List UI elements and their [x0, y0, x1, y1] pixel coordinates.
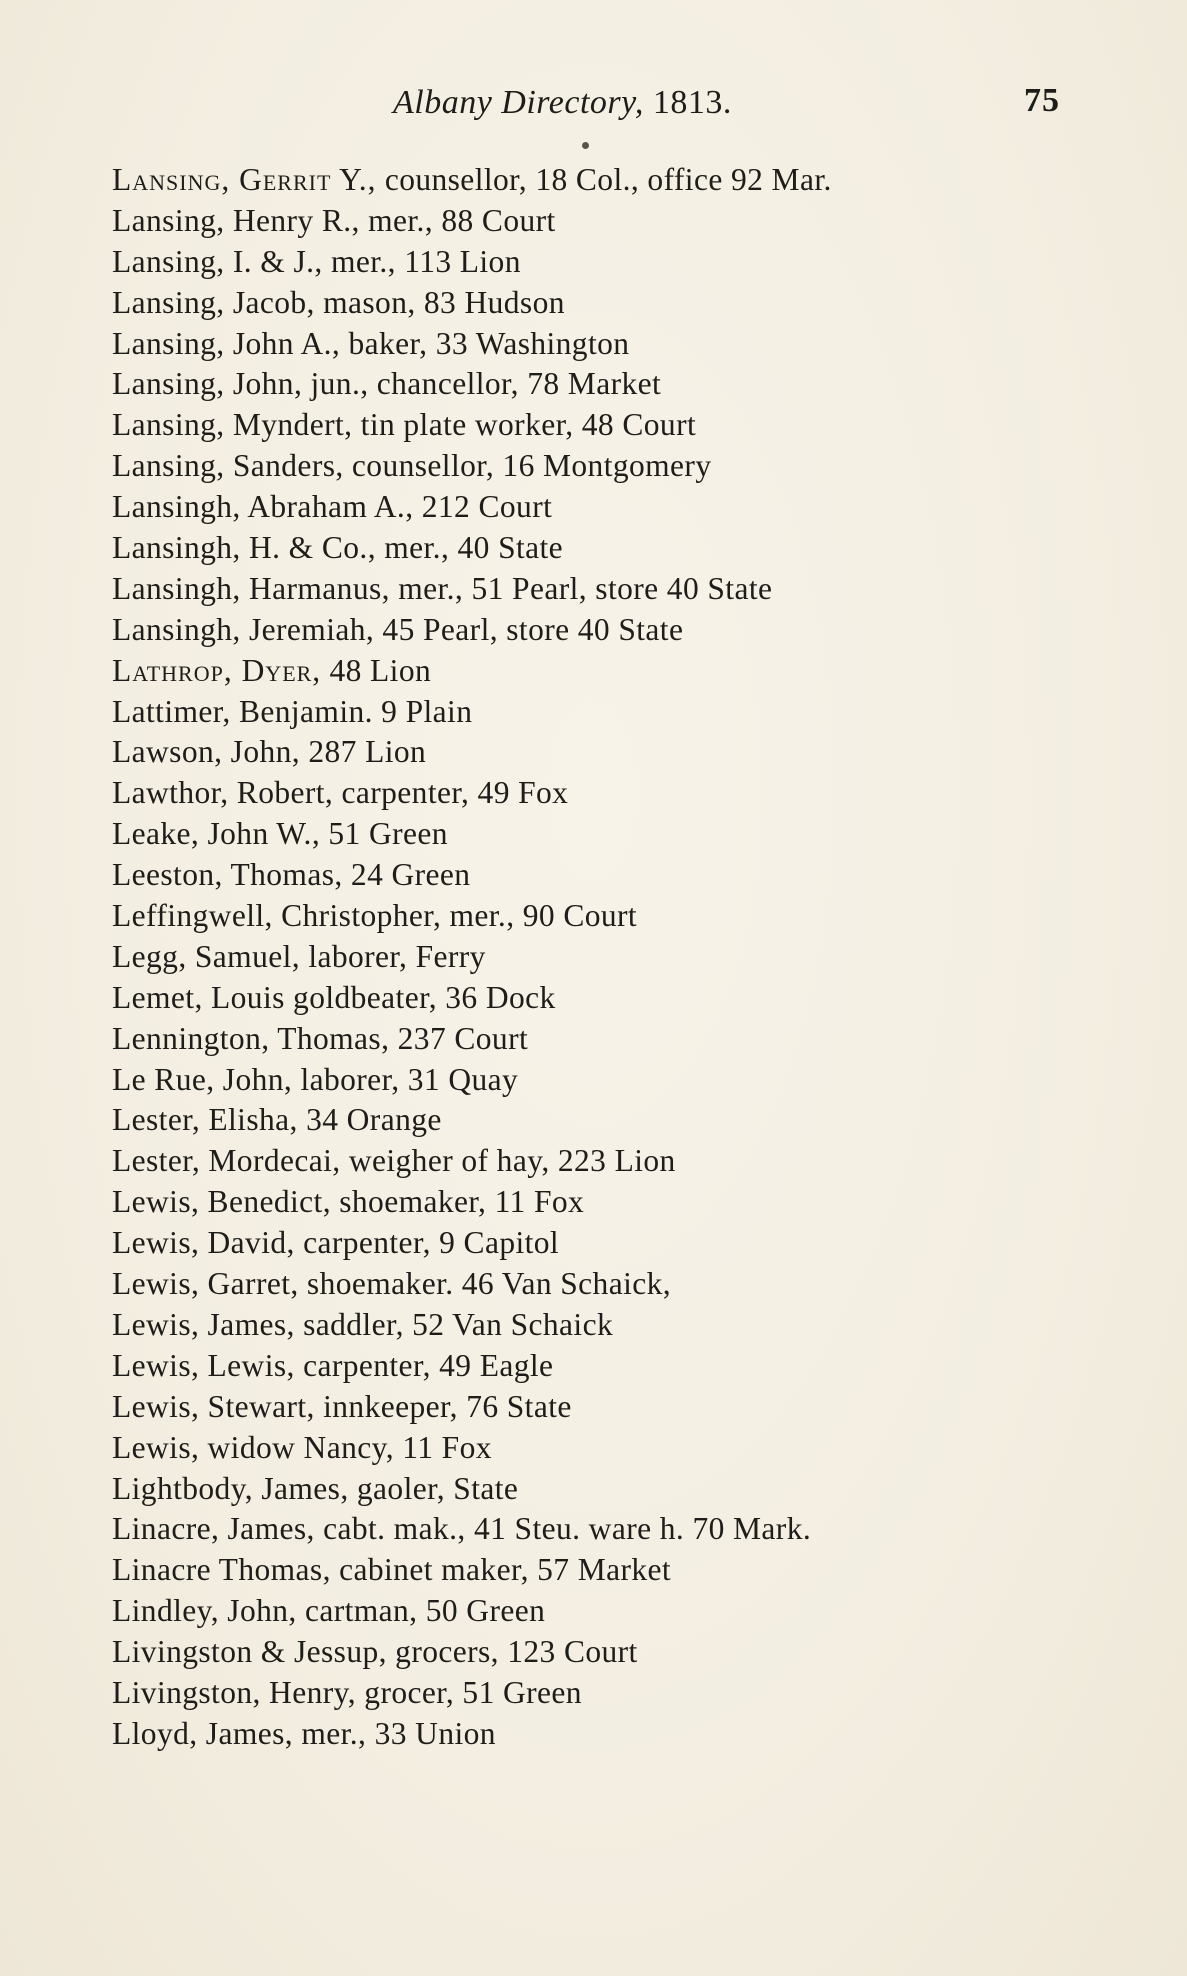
directory-entry	[112, 692, 1112, 733]
directory-entry	[112, 1550, 1112, 1591]
entry-detail: mason, 83 Hudson	[314, 284, 565, 320]
directory-entry	[112, 201, 1112, 242]
entry-name: Lansing, I. & J.,	[112, 243, 323, 279]
entry-name: Lansingh, Harmanus,	[112, 570, 390, 606]
entry-detail: carpenter, 49 Eagle	[294, 1347, 554, 1383]
entry-detail: carpenter, 49 Fox	[333, 775, 569, 811]
entry-name: Leeston, Thomas,	[112, 857, 343, 893]
directory-entry	[112, 1141, 1112, 1182]
entry-name: Leffingwell, Christopher,	[112, 898, 442, 934]
directory-entry	[112, 160, 1112, 201]
entry-detail: grocer, 51 Green	[356, 1674, 582, 1710]
entry-detail: 24 Green	[342, 857, 471, 893]
entry-name: Lewis, Benedict,	[112, 1184, 331, 1220]
entry-name: Lawson, John,	[112, 734, 301, 770]
entry-detail: 287 Lion	[300, 734, 427, 770]
entry-detail: gaoler, State	[348, 1470, 519, 1506]
entry-detail: shoemaker. 46 Van Schaick,	[298, 1266, 672, 1302]
entry-detail: 237 Court	[389, 1020, 529, 1056]
entry-name: Lloyd, James,	[112, 1715, 294, 1751]
entry-name: Lattimer, Benjamin.	[112, 693, 373, 729]
directory-entry	[112, 446, 1112, 487]
directory-entry	[112, 610, 1112, 651]
entry-detail: mer., 40 State	[375, 530, 564, 566]
entry-detail: laborer, 31 Quay	[292, 1061, 519, 1097]
entry-detail: mer., 88 Court	[359, 202, 556, 238]
directory-entry	[112, 1100, 1112, 1141]
directory-entry	[112, 651, 1112, 692]
entry-detail: goldbeater, 36 Dock	[284, 979, 556, 1015]
directory-entry	[112, 814, 1112, 855]
entry-name: Leake, John W.,	[112, 816, 321, 852]
entry-detail: shoemaker, 11 Fox	[330, 1184, 585, 1220]
directory-entry	[112, 732, 1112, 773]
directory-entry	[112, 978, 1112, 1019]
directory-entry	[112, 1223, 1112, 1264]
directory-entry	[112, 364, 1112, 405]
directory-entry	[112, 1469, 1112, 1510]
directory-entry	[112, 1346, 1112, 1387]
entry-name: Lewis, Stewart,	[112, 1388, 315, 1424]
running-title	[393, 84, 732, 122]
entry-name: Legg, Samuel,	[112, 938, 301, 974]
entry-name: Lewis, Garret,	[112, 1266, 299, 1302]
entry-detail: 51 Green	[320, 816, 448, 852]
entry-detail: cabt. mak., 41 Steu. ware h. 70 Mark.	[314, 1511, 812, 1547]
entry-detail: Nancy, 11 Fox	[295, 1429, 492, 1465]
directory-entries	[112, 160, 1112, 1755]
entry-name: Lindley, John,	[112, 1593, 297, 1629]
entry-name: Lansing, Henry R.,	[112, 202, 360, 238]
directory-entry	[112, 1264, 1112, 1305]
entry-name: Lansing, Gerrit Y.,	[112, 162, 377, 197]
entry-detail: saddler, 52 Van Schaick	[294, 1306, 614, 1342]
directory-entry	[112, 1428, 1112, 1469]
directory-entry	[112, 1019, 1112, 1060]
entry-detail: counsellor, 18 Col., office 92 Mar.	[376, 162, 832, 197]
directory-entry	[112, 1591, 1112, 1632]
directory-entry	[112, 324, 1112, 365]
entry-detail: 45 Pearl, store 40 State	[374, 611, 684, 647]
running-title-text: Albany Directory,	[393, 84, 644, 121]
directory-entry	[112, 773, 1112, 814]
entry-detail: laborer, Ferry	[300, 938, 486, 974]
entry-name: Lester, Mordecai,	[112, 1143, 341, 1179]
directory-entry	[112, 405, 1112, 446]
entry-name: Lewis, David,	[112, 1225, 295, 1261]
entry-detail: 34 Orange	[297, 1102, 442, 1138]
entry-detail: counsellor, 16 Montgomery	[343, 448, 712, 484]
running-title-year: 1813.	[652, 84, 732, 121]
running-head	[0, 84, 1187, 134]
entry-name: Lathrop, Dyer,	[112, 652, 322, 688]
entry-name: Lansing, John A.,	[112, 325, 341, 361]
entry-detail: 9 Plain	[372, 693, 473, 729]
directory-entry	[112, 896, 1112, 937]
entry-name: Le Rue, John,	[112, 1061, 293, 1097]
entry-name: Lansingh, Abraham A.,	[112, 489, 414, 525]
directory-entry	[112, 1509, 1112, 1550]
entry-detail: grocers, 123 Court	[386, 1634, 638, 1670]
entry-name: Lansing, John, jun.,	[112, 366, 369, 402]
entry-name: Lansing, Sanders,	[112, 448, 344, 484]
entry-name: Linacre Thomas,	[112, 1552, 331, 1588]
entry-name: Livingston & Jessup,	[112, 1634, 387, 1670]
directory-entry	[112, 528, 1112, 569]
directory-entry	[112, 1387, 1112, 1428]
directory-entry	[112, 1060, 1112, 1101]
ink-speck	[582, 142, 589, 149]
entry-name: Lewis, widow	[112, 1429, 296, 1465]
entry-detail: cartman, 50 Green	[296, 1593, 546, 1629]
directory-entry	[112, 937, 1112, 978]
entry-detail: tin plate worker, 48 Court	[352, 407, 697, 443]
directory-entry	[112, 1305, 1112, 1346]
entry-name: Linacre, James,	[112, 1511, 315, 1547]
directory-entry	[112, 487, 1112, 528]
entry-detail: mer., 113 Lion	[322, 243, 521, 279]
page-number: 75	[1024, 82, 1060, 119]
directory-entry	[112, 855, 1112, 896]
entry-name: Lansing, Jacob,	[112, 284, 315, 320]
entry-detail: 212 Court	[413, 489, 553, 525]
entry-name: Lester, Elisha,	[112, 1102, 298, 1138]
directory-entry	[112, 569, 1112, 610]
entry-detail: weigher of hay, 223 Lion	[340, 1143, 676, 1179]
entry-detail: baker, 33 Washington	[340, 325, 630, 361]
entry-detail: mer., 33 Union	[293, 1715, 496, 1751]
directory-entry	[112, 242, 1112, 283]
entry-name: Lansingh, Jeremiah,	[112, 611, 375, 647]
entry-name: Lansing, Myndert,	[112, 407, 353, 443]
entry-name: Lansingh, H. & Co.,	[112, 530, 376, 566]
entry-name: Lewis, James,	[112, 1306, 295, 1342]
entry-name: Lemet, Louis	[112, 979, 285, 1015]
entry-detail: 48 Lion	[321, 652, 432, 688]
directory-entry	[112, 1714, 1112, 1755]
directory-entry	[112, 283, 1112, 324]
entry-name: Livingston, Henry,	[112, 1674, 357, 1710]
entry-name: Lawthor, Robert,	[112, 775, 334, 811]
directory-entry	[112, 1632, 1112, 1673]
directory-entry	[112, 1182, 1112, 1223]
entry-name: Lennington, Thomas,	[112, 1020, 390, 1056]
entry-detail: mer., 51 Pearl, store 40 State	[389, 570, 773, 606]
entry-name: Lewis, Lewis,	[112, 1347, 295, 1383]
entry-detail: mer., 90 Court	[441, 898, 638, 934]
entry-detail: carpenter, 9 Capitol	[294, 1225, 560, 1261]
directory-entry	[112, 1673, 1112, 1714]
entry-detail: cabinet maker, 57 Market	[330, 1552, 672, 1588]
entry-name: Lightbody, James,	[112, 1470, 349, 1506]
entry-detail: chancellor, 78 Market	[368, 366, 662, 402]
entry-detail: innkeeper, 76 State	[314, 1388, 572, 1424]
